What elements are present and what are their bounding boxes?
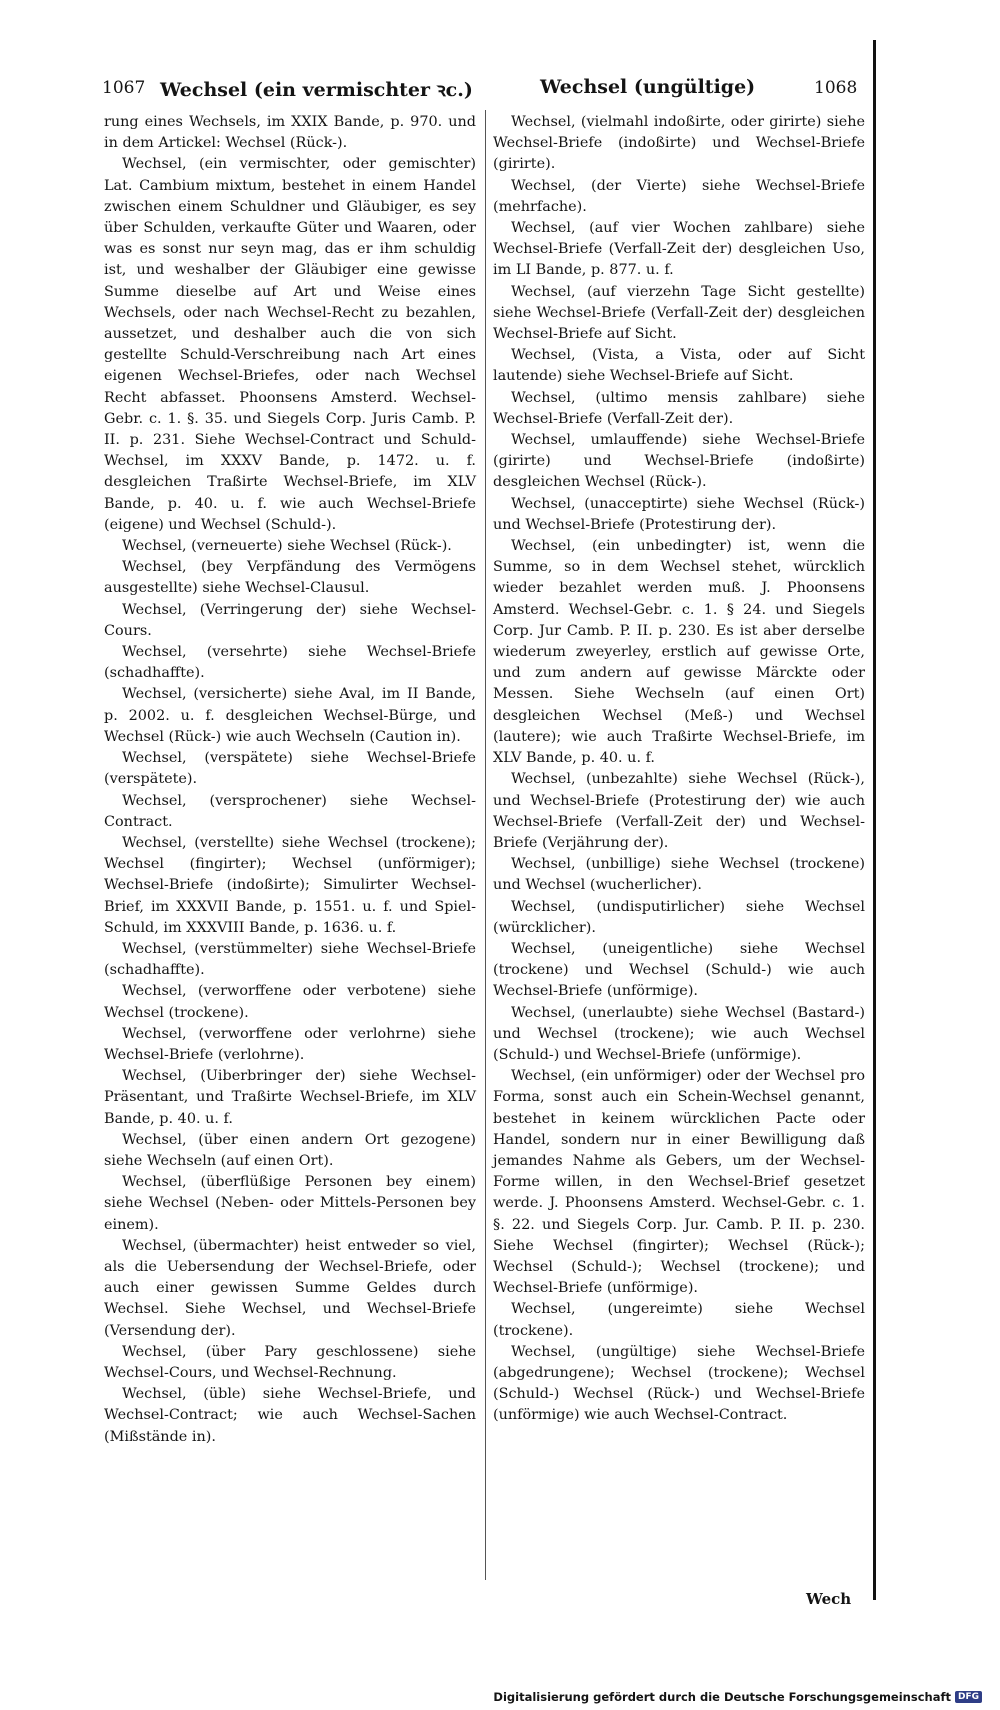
dictionary-entry: Wechsel, (verworffene oder verlohrne) siehe Wechsel-Briefe (verlohrne). (104, 1025, 476, 1063)
dictionary-entry: Wechsel, (verworffene oder verbotene) siehe Wechsel (trockene). (104, 983, 476, 1021)
dictionary-entry: Wechsel, (unbezahlte) siehe Wechsel (Rück-), und Wechsel-Briefe (Protestirung der) wie auch Wechsel-Briefe (Verfall-Zeit der) und Wechsel-Briefe (Verjährung der). (493, 771, 865, 851)
dictionary-entry: Wechsel, (bey Verpfändung des Vermögens ausgestellte) siehe Wechsel-Clausul. (104, 559, 476, 597)
catchword: Wech (806, 1590, 852, 1608)
dictionary-entry: Wechsel, (auf vier Wochen zahlbare) siehe Wechsel-Briefe (Verfall-Zeit der) desgleichen Uso, im LI Bande, p. 877. u. f. (493, 220, 865, 279)
dictionary-entry: Wechsel, (versicherte) siehe Aval, im II Bande, p. 2002. u. f. desgleichen Wechsel-Bürge, und Wechsel (Rück-) wie auch Wechseln (Caution in). (104, 686, 476, 745)
dictionary-entry: Wechsel, umlauffende) siehe Wechsel-Briefe (girirte) und Wechsel-Briefe (indoßirte) desgleichen Wechsel (Rück-). (493, 432, 865, 491)
dictionary-entry: Wechsel, (üble) siehe Wechsel-Briefe, und Wechsel-Contract; wie auch Wechsel-Sachen (Mißstände in). (104, 1386, 476, 1445)
running-head-right: Wechsel (ungültige) (540, 76, 756, 98)
dictionary-entry: Wechsel, (ungültige) siehe Wechsel-Briefe (abgedrungene); Wechsel (trockene); Wechsel (Schuld-) Wechsel (Rück-) und Wechsel-Briefe (unförmige) wie auch Wechsel-Contract. (493, 1343, 865, 1424)
dictionary-entry: Wechsel, (Verringerung der) siehe Wechsel-Cours. (104, 601, 476, 639)
page-edge-rule (873, 40, 876, 1600)
column-divider (485, 110, 486, 1580)
dictionary-entry: Wechsel, (unerlaubte) siehe Wechsel (Bastard-) und Wechsel (trockene); wie auch Wechsel (Schuld-) und Wechsel-Briefe (unförmige). (493, 1004, 865, 1063)
dictionary-entry: Wechsel, (unacceptirte) siehe Wechsel (Rück-) und Wechsel-Briefe (Protestirung der). (493, 495, 865, 533)
dictionary-entry: Wechsel, (verstellte) siehe Wechsel (trockene); Wechsel (fingirter); Wechsel (unförmiger); Wechsel-Briefe (indoßirte); Simulirter Wechsel-Brief, im XXXVII Bande, p. 1551. u. f. und Spiel-Schuld, im XXXVIII Bande, p. 1636. u. f. (104, 834, 476, 936)
dictionary-entry: Wechsel, (versprochener) siehe Wechsel-Contract. (104, 792, 476, 830)
dictionary-entry: Wechsel, (der Vierte) siehe Wechsel-Briefe (mehrfache). (493, 177, 865, 215)
dictionary-entry: Wechsel, (uneigentliche) siehe Wechsel (trockene) und Wechsel (Schuld-) wie auch Wechsel-Briefe (unförmige). (493, 940, 865, 1000)
dfg-logo: DFG (955, 1691, 982, 1703)
dictionary-entry: Wechsel, (unbillige) siehe Wechsel (trockene) und Wechsel (wucherlicher). (493, 856, 865, 894)
dictionary-entry: Wechsel, (vielmahl indoßirte, oder girirte) siehe Wechsel-Briefe (indoßirte) und Wechsel-Briefe (girirte). (493, 114, 865, 173)
dictionary-entry: Wechsel, (verspätete) siehe Wechsel-Briefe (verspätete). (104, 750, 476, 788)
page-number-left: 1067 (102, 78, 146, 98)
dictionary-entry: Wechsel, (ungereimte) siehe Wechsel (trockene). (493, 1301, 865, 1339)
dictionary-entry: Wechsel, (ein unbedingter) ist, wenn die Summe, so in dem Wechsel stehet, würcklich wieder bezahlet werden muß. J. Phoonsens Amsterd. Wechsel-Gebr. c. 1. § 24. und Siegels Corp. Jur Camb. P. II. p. 230. Es ist aber derselbe wiederum zweyerley, erstlich auf gewisse Orte, und zum andern auf gewisse Märckte oder Messen. Siehe Wechseln (auf einen Ort) desgleichen Wechsel (Meß-) und Wechsel (lautere); wie auch Traßirte Wechsel-Briefe, im XLV Bande, p. 40. u. f. (493, 538, 865, 767)
dictionary-entry: Wechsel, (übermachter) heist entweder so viel, als die Uebersendung der Wechsel-Briefe, oder auch einer gewissen Summe Geldes durch Wechsel. Siehe Wechsel, und Wechsel-Briefe (Versendung der). (104, 1237, 476, 1339)
dictionary-entry: Wechsel, (verstümmelter) siehe Wechsel-Briefe (schadhaffte). (104, 940, 476, 979)
dictionary-entry: Wechsel, (über Pary geschlossene) siehe Wechsel-Cours, und Wechsel-Rechnung. (104, 1343, 476, 1381)
dictionary-entry: Wechsel, (über einen andern Ort gezogene) siehe Wechseln (auf einen Ort). (104, 1131, 476, 1169)
running-head-left: Wechsel (ein vermischter ꝛc.) (160, 79, 473, 101)
left-column (104, 112, 476, 1448)
dictionary-entry: Wechsel, (auf vierzehn Tage Sicht gestellte) siehe Wechsel-Briefe (Verfall-Zeit der) desgleichen Wechsel-Briefe auf Sicht. (493, 283, 865, 343)
footer-text: Digitalisierung gefördert durch die Deutsche Forschungsgemeinschaft (493, 1690, 951, 1704)
dictionary-entry: Wechsel, (ein unförmiger) oder der Wechsel pro Forma, sonst auch ein Schein-Wechsel genannt, bestehet in keinem würcklichen Pacte oder Handel, sondern nur in einer Bewilligung daß jemandes Nahme als Gebers, um der Wechsel-Forme willen, in den Wechsel-Brief gesetzet werde. J. Phoonsens Amsterd. Wechsel-Gebr. c. 1. §. 22. und Siegels Corp. Jur. Camb. P. II. p. 230. Siehe Wechsel (fingirter); Wechsel (Rück-); Wechsel (Schuld-); Wechsel (trockene); und Wechsel-Briefe (unförmige). (493, 1068, 865, 1297)
dictionary-entry: Wechsel, (verneuerte) siehe Wechsel (Rück-). (122, 538, 452, 555)
dictionary-entry: Wechsel, (Uiberbringer der) siehe Wechsel-Präsentant, und Traßirte Wechsel-Briefe, im XLV Bande, p. 40. u. f. (104, 1068, 476, 1127)
dictionary-entry: Wechsel, (ein vermischter, oder gemischter) Lat. Cambium mixtum, bestehet in einem Handel zwischen einem Schuldner und Gläubiger, es sey über Schulden, verkaufte Güter und Waaren, oder was es sonst nur seyn mag, das er ihm schuldig ist, und weshalber der Gläubiger eine gewisse Summe dieselbe auf Art und Weise eines Wechsels, oder nach Wechsel-Recht zu bezahlen, aussetzet, und deshalber auch die von sich gestellte Schuld-Verschreibung nach Art eines eigenen Wechsel-Briefes, oder nach Wechsel Recht abfasset. Phoonsens Amsterd. Wechsel-Gebr. c. 1. §. 35. und Siegels Corp. Juris Camb. P. II. p. 231. Siehe Wechsel-Contract und Schuld-Wechsel, im XXXV Bande, p. 1472. u. f. desgleichen Traßirte Wechsel-Briefe, im XLV Bande, p. 40. u. f. wie auch Wechsel-Briefe (eigene) und Wechsel (Schuld-). (104, 156, 476, 533)
dictionary-entry: Wechsel, (Vista, a Vista, oder auf Sicht lautende) siehe Wechsel-Briefe auf Sicht. (493, 347, 865, 385)
dictionary-entry: Wechsel, (ultimo mensis zahlbare) siehe Wechsel-Briefe (Verfall-Zeit der). (493, 389, 865, 427)
page-number-right: 1068 (814, 78, 858, 98)
dictionary-entry: Wechsel, (undisputirlicher) siehe Wechsel (würcklicher). (493, 898, 865, 936)
dictionary-entry: Wechsel, (versehrte) siehe Wechsel-Briefe (schadhaffte). (104, 644, 476, 682)
dictionary-entry: Wechsel, (überflüßige Personen bey einem) siehe Wechsel (Neben- oder Mittels-Personen bey einem). (104, 1174, 476, 1233)
footer-credit (493, 1690, 982, 1704)
dictionary-entry: rung eines Wechsels, im XXIX Bande, p. 970. und in dem Artickel: Wechsel (Rück-). (104, 114, 476, 152)
right-column (493, 112, 865, 1427)
